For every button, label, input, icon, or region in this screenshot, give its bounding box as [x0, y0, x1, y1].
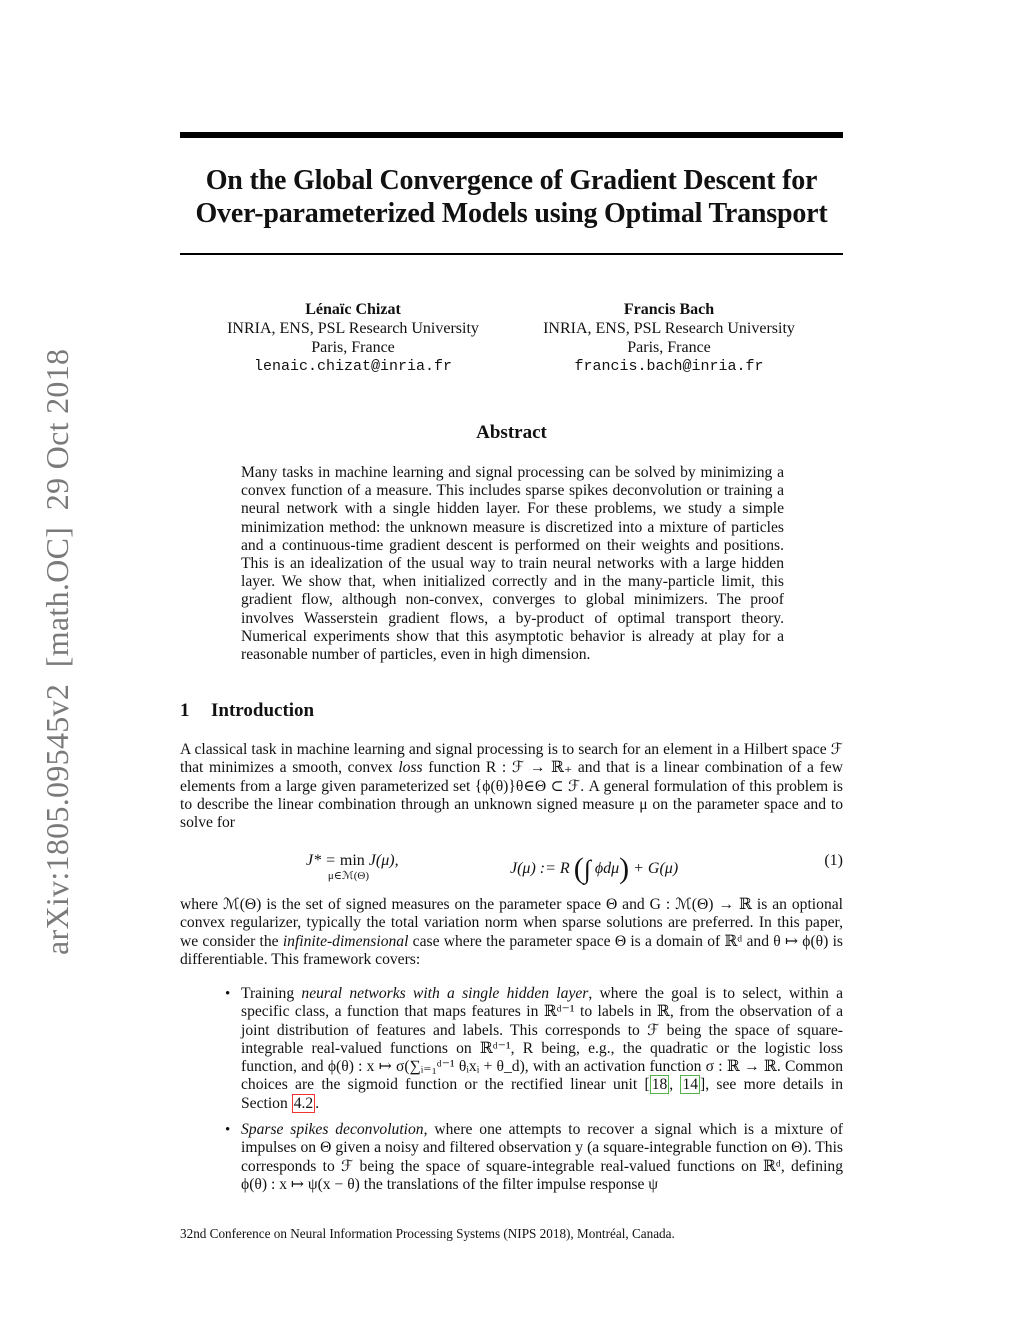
section-number: 1 — [180, 700, 190, 721]
text-run: . — [315, 1094, 320, 1112]
author-affiliation: INRIA, ENS, PSL Research University — [227, 320, 479, 337]
list-item — [241, 985, 843, 1113]
eq-paren: ( — [573, 852, 584, 885]
title-line-2: Over-parameterized Models using Optimal Transport — [195, 198, 828, 229]
emphasis: Sparse spikes deconvolution — [241, 1121, 424, 1139]
equation-right — [510, 852, 678, 886]
intro-paragraph-1 — [180, 741, 843, 832]
eq-term: J(μ), — [364, 852, 399, 869]
title-rule-bottom — [180, 253, 843, 255]
citation-link[interactable]: 14 — [682, 1076, 699, 1094]
section-heading — [180, 700, 314, 722]
equation-1 — [180, 842, 843, 888]
text-run: Training — [241, 985, 302, 1002]
eq-min — [327, 852, 369, 882]
eq-min-op: min — [339, 852, 365, 869]
author-name: Lénaïc Chizat — [305, 301, 401, 318]
author-block-1 — [193, 300, 513, 376]
eq-integral: ∫ — [583, 855, 591, 884]
author-email[interactable]: francis.bach@inria.fr — [574, 358, 764, 375]
text-run: , where one attempts to recover a signal which is a mixture of impulses on Θ given a noisy and filtered observation y (a square-integrable function on Θ). This corresponds to ℱ being the space of square-integrable real-valued functions on ℝᵈ, defining ϕ(θ) : x ↦ ψ(x − θ) the translations of the filter impulse response ψ — [241, 1121, 843, 1193]
emphasis: neural networks with a single hidden layer — [301, 985, 589, 1002]
abstract-text: Many tasks in machine learning and signal processing can be solved by minimizing a convex function of a measure. This includes sparse spikes deconvolution or training a neural network with a single hidden layer. For these problems, we study a simple minimization method: the unknown measure is discretized into a mixture of particles and a continuous-time gradient descent is performed on their weights and positions. This is an idealization of the usual way to train neural networks with a large hidden layer. We show that, when initialized correctly and in the many-particle limit, this gradient flow, although non-convex, converges to global minimizers. The proof involves Wasserstein gradient flows, a by-product of optimal transport theory. Numerical experiments show that this asymptotic behavior is already at play for a reasonable number of particles, even in high dimension. — [241, 464, 784, 664]
eq-term: + G(μ) — [629, 860, 679, 877]
abstract-heading: Abstract — [476, 422, 547, 443]
eq-term: J* = — [306, 852, 340, 869]
text-run: , — [669, 1076, 681, 1094]
title-rule-top — [180, 132, 843, 138]
equation-left — [306, 852, 399, 882]
author-name: Francis Bach — [623, 301, 715, 318]
section-title: Introduction — [211, 700, 315, 721]
framework-list — [241, 985, 843, 1202]
author-location: Paris, France — [627, 339, 711, 356]
title-line-1: On the Global Convergence of Gradient Descent for — [205, 165, 818, 196]
author-location: Paris, France — [311, 339, 395, 356]
paper-title — [180, 164, 843, 230]
equation-number: (1) — [824, 852, 843, 869]
citation-link[interactable]: 18 — [651, 1076, 668, 1094]
emphasis-infinite: infinite-dimensional — [282, 932, 409, 950]
text-run: case where the parameter space Θ is a domain of ℝᵈ and θ ↦ ϕ(θ) is differentiable. This framework covers: — [180, 932, 843, 968]
eq-paren: ) — [619, 852, 630, 885]
text-run: function R : ℱ → ℝ₊ and that is a linear combination of a few elements from a large given parameterized set {ϕ(θ)}θ∈Θ ⊂ ℱ. A general formulation of this problem is to describe the linear combination through an unknown signed measure μ on the parameter space and to solve for — [180, 759, 843, 832]
footer-note: 32nd Conference on Neural Information Processing Systems (NIPS 2018), Montréal, Canada. — [180, 1226, 675, 1241]
intro-paragraph-2 — [180, 896, 843, 969]
eq-term: J(μ) := R — [510, 860, 574, 877]
arxiv-sidebar-stamp: arXiv:1805.09545v2 [math.OC] 29 Oct 2018 — [39, 348, 75, 955]
eq-term: ϕdμ — [590, 860, 620, 877]
section-link[interactable]: 4.2 — [293, 1094, 314, 1112]
emphasis-loss: loss — [398, 759, 423, 777]
text-run: A classical task in machine learning and signal processing is to search for an element in a Hilbert space ℱ that minimizes a smooth, convex — [180, 741, 843, 777]
eq-min-subscript: μ∈ℳ(Θ) — [327, 870, 369, 882]
list-item — [241, 1121, 843, 1194]
author-block-2 — [509, 300, 829, 376]
text-run: , where the goal is to select, within a specific class, a function that maps features in ℝᵈ⁻¹ to labels in ℝ, from the observation of a joint distribution of features and labels. This corresponds to ℱ being the space of square-integrable real-valued functions on ℝᵈ⁻¹, R being, e.g., the quadratic or the logistic loss function, and ϕ(θ) : x ↦ σ(∑ᵢ₌₁ᵈ⁻¹ θᵢxᵢ + θ_d), with an activation function σ : ℝ → ℝ. Common choices are the sigmoid function or the rectified linear unit [ — [241, 985, 843, 1094]
text-run: ], see more details in Section — [241, 1076, 843, 1112]
author-email[interactable]: lenaic.chizat@inria.fr — [253, 358, 453, 375]
text-run: where ℳ(Θ) is the set of signed measures on the parameter space Θ and G : ℳ(Θ) → ℝ is an optional convex regularizer, typically the total variation norm when sparse solutions are preferred. In this paper, we consider the — [180, 896, 843, 950]
author-affiliation: INRIA, ENS, PSL Research University — [543, 320, 795, 337]
